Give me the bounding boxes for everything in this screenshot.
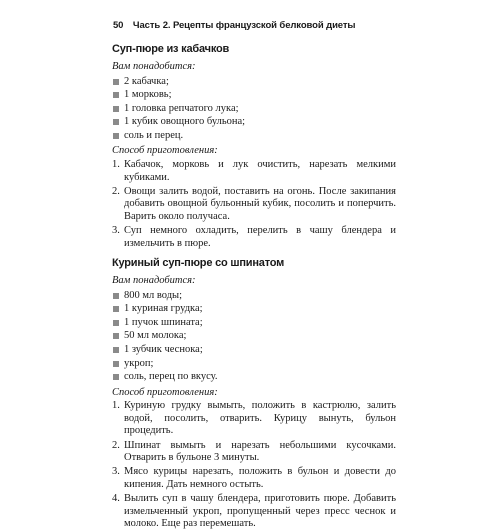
step-item <box>112 440 396 465</box>
step-item <box>112 159 396 184</box>
ingredients-heading: Вам понадобится: <box>112 275 196 287</box>
steps-list <box>112 159 396 250</box>
step-text: Кабачок, морковь и лук очистить, нарезать мелкими кубиками. <box>124 158 396 183</box>
ingredient-text: 1 зубчик чеснока; <box>124 344 203 355</box>
square-bullet-icon <box>113 347 119 353</box>
page-content <box>112 36 396 532</box>
square-bullet-icon <box>113 320 119 326</box>
ingredient-text: 2 кабачка; <box>124 75 169 87</box>
recipe-title: Суп-пюре из кабачков <box>112 43 230 55</box>
ingredient-item <box>112 129 396 143</box>
ingredient-item <box>112 302 396 316</box>
square-bullet-icon <box>113 106 119 112</box>
ingredient-text: укроп; <box>124 357 154 369</box>
square-bullet-icon <box>113 133 119 139</box>
ingredient-item <box>112 115 396 129</box>
ingredient-item <box>112 370 396 384</box>
ingredient-text: соль, перец по вкусу. <box>124 371 218 383</box>
square-bullet-icon <box>113 293 119 299</box>
ingredients-heading: Вам понадобится: <box>112 61 196 72</box>
ingredient-text: соль и перец. <box>124 129 184 141</box>
ingredient-text: 1 морковь; <box>124 89 172 101</box>
step-item <box>112 225 396 250</box>
recipe-title: Куриный суп-пюре со шпинатом <box>112 257 285 270</box>
step-text: Суп немного охладить, перелить в чашу блендера и измельчить в пюре. <box>124 224 396 249</box>
ingredient-text: 1 головка репчатого лука; <box>124 102 239 114</box>
square-bullet-icon <box>113 119 119 125</box>
ingredient-item <box>112 289 396 303</box>
ingredient-item <box>112 102 396 116</box>
step-number: 1. <box>112 400 120 412</box>
step-number: 1. <box>112 158 120 170</box>
square-bullet-icon <box>113 306 119 312</box>
ingredients-list <box>112 75 396 143</box>
step-text: Вылить суп в чашу блендера, приготовить пюре. Добавить измельченный укроп, пропущенный через пресс чеснок и молоко. Еще раз перемешать. <box>124 492 396 530</box>
step-item <box>112 493 396 531</box>
square-bullet-icon <box>113 92 119 98</box>
running-header <box>113 20 355 31</box>
step-text: Мясо курицы нарезать, положить в бульон и довести до кипения. Дать немного остыть. <box>124 466 396 490</box>
step-number: 3. <box>112 224 120 236</box>
ingredient-item <box>112 343 396 357</box>
step-text: Куриную грудку вымыть, положить в кастрюлю, залить водой, посолить, отварить. Курицу вынуть, бульон процедить. <box>124 400 396 437</box>
step-item <box>112 400 396 438</box>
ingredient-text: 1 кубик овощного бульона; <box>124 116 246 128</box>
step-number: 3. <box>112 466 120 478</box>
square-bullet-icon <box>113 79 119 85</box>
step-text: Овощи залить водой, поставить на огонь. После закипания добавить овощной бульонный кубик, посолить и поперчить. Варить около получаса. <box>124 185 396 222</box>
square-bullet-icon <box>113 374 119 380</box>
ingredients-list <box>112 289 396 384</box>
ingredient-item <box>112 329 396 343</box>
ingredient-text: 800 мл воды; <box>124 289 183 301</box>
ingredient-text: 1 куриная грудка; <box>124 303 203 315</box>
step-number: 2. <box>112 439 120 451</box>
ingredient-text: 50 мл молока; <box>124 330 187 342</box>
recipe-chicken-spinach-soup <box>112 256 396 531</box>
method-heading: Способ приготовления: <box>112 386 218 398</box>
ingredient-text: 1 пучок шпината; <box>124 316 203 328</box>
page-number: 50 <box>113 20 124 31</box>
step-text: Шпинат вымыть и нарезать небольшими кусочками. Отварить в бульоне 3 минуты. <box>124 439 396 464</box>
step-number: 4. <box>112 492 120 504</box>
ingredient-item <box>112 316 396 330</box>
step-number: 2. <box>112 185 120 197</box>
square-bullet-icon <box>113 361 119 367</box>
steps-list <box>112 400 396 530</box>
recipe-zucchini-soup <box>112 42 396 250</box>
square-bullet-icon <box>113 333 119 339</box>
ingredient-item <box>112 357 396 371</box>
ingredient-item <box>112 88 396 102</box>
ingredient-item <box>112 75 396 89</box>
method-heading: Способ приготовления: <box>112 145 218 157</box>
step-item <box>112 186 396 224</box>
step-item <box>112 466 396 491</box>
running-title: Часть 2. Рецепты французской белковой диеты <box>132 20 356 31</box>
